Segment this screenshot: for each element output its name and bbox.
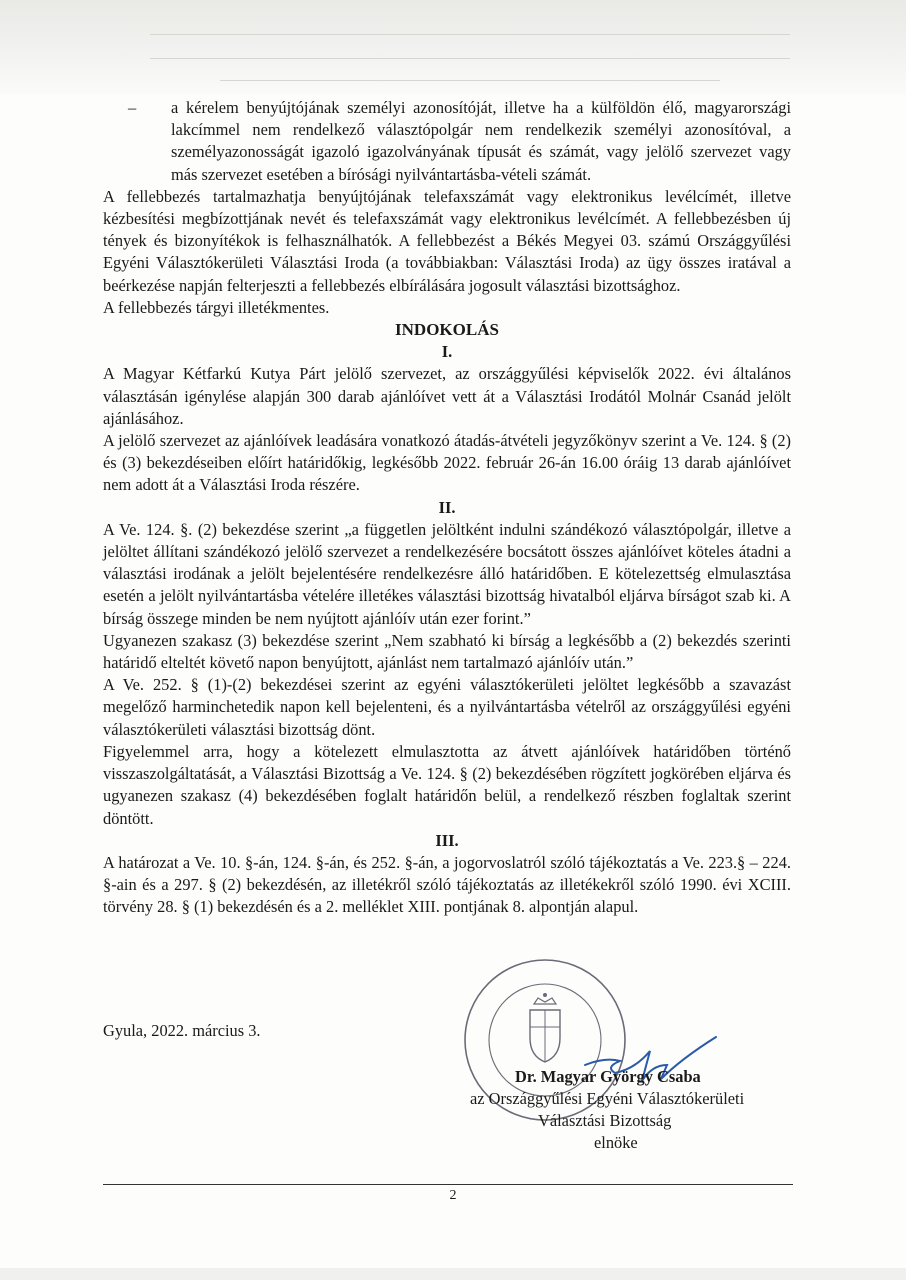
faint-header-line (150, 34, 790, 35)
signer-title-line: az Országgyűlési Egyéni Választókerületi (470, 1089, 745, 1108)
paragraph: A Ve. 252. § (1)-(2) bekezdései szerint az egyéni választókerületi jelöltet legkésőbb a szavazást megelőző harminchetedik napon kell bejelenteni, és a nyilvántartásba vételről az országgyűlési egyéni választókerületi választási bizottság dönt. (103, 675, 791, 739)
paragraph: A Ve. 124. §. (2) bekezdése szerint „a független jelöltként indulni szándékozó választópolgár, illetve a jelöltet állítani szándékozó jelölő szervezet a rendelkezésére bocsátott összes ajánlóívet köteles átadni a választási irodának a jelölt bejelentésére rendelkezésre álló határidőben. E kötelezettség elmulasztása esetén a jelölt nyilvántartásba vételére illetékes választási bizottság hivatalból eljárva bírságot szab ki. A bírság összege minden be nem nyújtott ajánlóív után ezer forint.” (103, 519, 791, 628)
section-number: III. (435, 830, 459, 850)
signature-block (460, 1066, 790, 1154)
bullet-text: a kérelem benyújtójának személyi azonosítóját, illetve ha a külföldön élő, magyarországi lakcímmel nem rendelkező választópolgár nem rendelkezik személyi azonosítóval, a személyazonosságát igazoló igazolványának típusát és számát, vagy jelölő szervezet vagy más szervezet esetében a bírósági nyilvántartásba-vételi számát. (171, 98, 791, 184)
bullet-dash: – (128, 98, 137, 117)
intro-paragraph: A fellebbezés tartalmazhatja benyújtójának telefaxszámát vagy elektronikus levélcímét, illetve kézbesítési megbízottjának nevét és telefaxszámát vagy elektronikus levélcímét. A fellebbezésben új tények és bizonyítékok is felhasználhatók. A fellebbezést a Békés Megyei 03. számú Országgyűlési Egyéni Választókerületi Választási Iroda (a továbbiakban: Választási Iroda) az ügy összes iratával a beérkezése napján felterjeszti a fellebbezés elbírálására jogosult választási bizottsághoz. (103, 186, 791, 295)
signer-name: Dr. Magyar György Csaba (515, 1067, 701, 1086)
bullet-item (103, 97, 791, 186)
intro-paragraph: A fellebbezés tárgyi illetékmentes. (103, 297, 330, 317)
section-number: I. (441, 342, 453, 362)
paragraph: Ugyanezen szakasz (3) bekezdése szerint „Nem szabható ki bírság a legkésőbb a (2) bekezdés szerinti határidő elteltét követő napon benyújtott, ajánlást nem tartalmazó ajánlóív után.” (103, 630, 791, 673)
faint-header-line (220, 80, 720, 81)
document-date: Gyula, 2022. március 3. (103, 1021, 261, 1040)
scan-bottom-edge (0, 1268, 906, 1280)
signer-title-line: Választási Bizottság (538, 1111, 672, 1130)
page-number: 2 (449, 1188, 457, 1203)
section-heading-indokolas: INDOKOLÁS (395, 320, 499, 340)
signer-title-line: elnöke (594, 1133, 638, 1152)
paragraph: Figyelemmel arra, hogy a kötelezett elmulasztotta az átvett ajánlóívek határidőben történő visszaszolgáltatását, a Választási Bizottság a Ve. 124. § (2) bekezdésében rögzített jogkörében eljárva és ugyanezen szakasz (4) bekezdésében foglalt határidőn belül, a rendelkező részben foglaltak szerint döntött. (103, 741, 791, 828)
section-number: II. (438, 497, 456, 517)
paragraph: A jelölő szervezet az ajánlóívek leadására vonatkozó átadás-átvételi jegyzőkönyv szerint a Ve. 124. § (2) és (3) bekezdéseiben előírt határidőkig, legkésőbb 2022. február 26-án 16.00 óráig 13 darab ajánlóívet nem adott át a Választási Iroda részére. (103, 431, 791, 495)
paragraph: A határozat a Ve. 10. §-án, 124. §-án, és 252. §-án, a jogorvoslatról szóló tájékoztatás a Ve. 223.§ – 224. §-ain és a 297. § (2) bekezdésén, az illetékről szóló tájékoztatás az illetékekről szóló 1990. évi XCIII. törvény 28. § (1) bekezdésén és a 2. melléklet XIII. pontjának 8. alpontján alapul. (103, 852, 791, 917)
paragraph: A Magyar Kétfarkú Kutya Párt jelölő szervezet, az országgyűlési képviselők 2022. évi általános választásán igénylése alapján 300 darab ajánlóívet vett át a Választási Irodától Molnár Csanád jelölt ajánlásához. (103, 364, 791, 428)
footer-divider (103, 1184, 793, 1185)
faint-header-line (150, 58, 790, 59)
document-body (103, 97, 791, 919)
